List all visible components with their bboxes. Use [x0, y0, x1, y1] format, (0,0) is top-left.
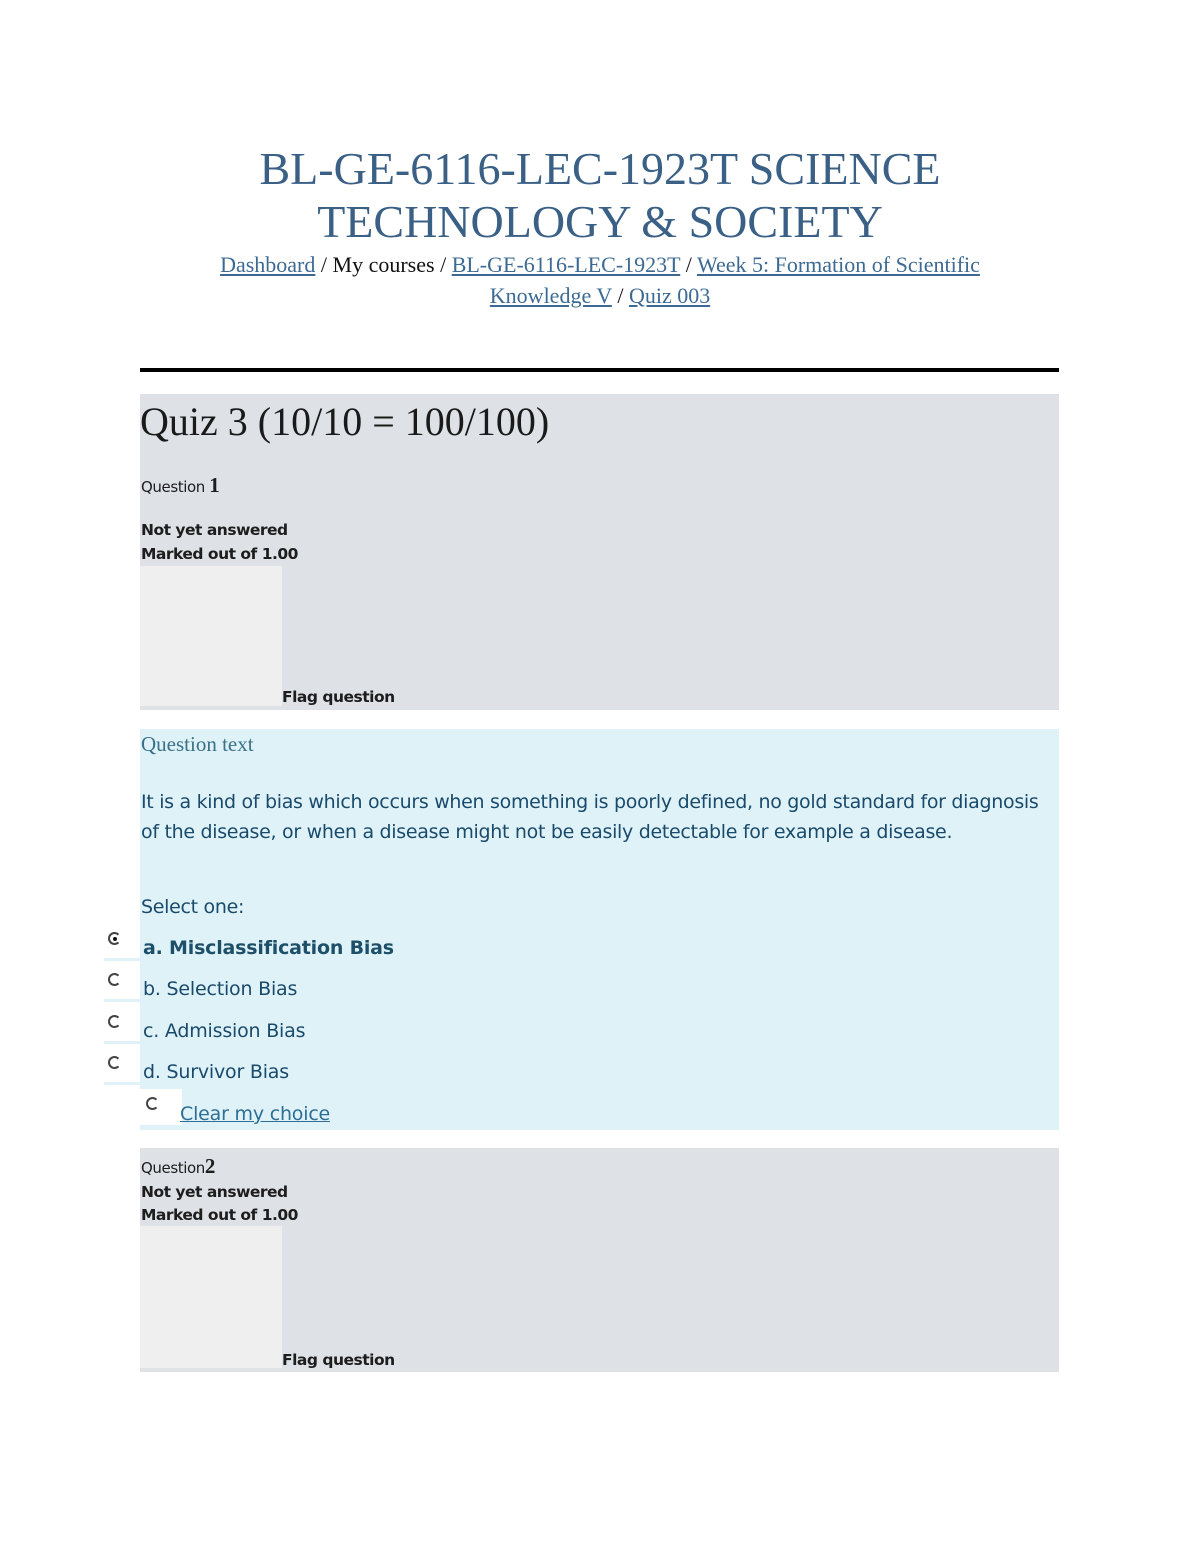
radio-button-icon[interactable]: [108, 973, 121, 986]
radio-underline: [104, 999, 140, 1002]
question-1-content-panel: [140, 729, 1059, 1130]
breadcrumb-separator: /: [617, 283, 624, 308]
radio-underline: [104, 1041, 140, 1044]
question-2-status: Not yet answered: [141, 1183, 288, 1201]
radio-button-icon[interactable]: [108, 1015, 121, 1028]
course-title: BL-GE-6116-LEC-1923T SCIENCE TECHNOLOGY & SOCIETY: [259, 143, 941, 247]
radio-underline: [104, 958, 140, 961]
question-1-status: Not yet answered: [141, 521, 288, 539]
radio-button-icon[interactable]: [146, 1097, 159, 1110]
option-c[interactable]: c. Admission Bias: [143, 1020, 306, 1042]
flag-question-1-label[interactable]: Flag question: [282, 688, 395, 706]
flag-question-2-checkbox[interactable]: [140, 1226, 282, 1368]
question-1-text: It is a kind of bias which occurs when something is poorly defined, no gold standard for diagnosis of the disease, or when a disease might not be easily detectable for example a disease.: [141, 791, 1039, 843]
question-2-info-panel: [140, 1148, 1059, 1372]
breadcrumb: [170, 249, 1030, 311]
question-2-label: [141, 1154, 215, 1179]
question-1-label: [141, 473, 220, 498]
radio-underline: [104, 1082, 140, 1085]
radio-button-icon[interactable]: [108, 1056, 121, 1069]
option-a[interactable]: a. Misclassification Bias: [143, 937, 394, 959]
question-text-label: Question text: [141, 732, 254, 756]
question-1-info-panel: [140, 394, 1059, 710]
breadcrumb-course-link[interactable]: BL-GE-6116-LEC-1923T: [451, 252, 681, 277]
question-1-marks: Marked out of 1.00: [141, 545, 298, 563]
breadcrumb-separator: /: [320, 252, 328, 277]
header-divider: [140, 368, 1059, 372]
question-2-marks: Marked out of 1.00: [141, 1206, 298, 1224]
breadcrumb-week-link[interactable]: Week 5: Formation of Scientific Knowledge V: [489, 252, 980, 308]
question-label-text: Question: [141, 478, 205, 496]
option-b[interactable]: b. Selection Bias: [143, 978, 298, 1000]
flag-question-1-checkbox[interactable]: [140, 566, 282, 706]
radio-button-icon[interactable]: [108, 932, 121, 945]
breadcrumb-dashboard-link[interactable]: Dashboard: [220, 252, 316, 277]
breadcrumb-my-courses: My courses: [332, 252, 435, 277]
option-d[interactable]: d. Survivor Bias: [143, 1061, 289, 1083]
clear-my-choice-link[interactable]: Clear my choice: [180, 1103, 331, 1125]
question-number: 1: [209, 473, 220, 497]
clear-choice-container: [140, 1089, 182, 1125]
flag-question-2-label[interactable]: Flag question: [282, 1351, 395, 1369]
question-label-text: Question: [141, 1159, 205, 1177]
select-one-prompt: Select one:: [141, 896, 245, 918]
quiz-heading: Quiz 3 (10/10 = 100/100): [140, 399, 550, 444]
breadcrumb-separator: /: [685, 252, 692, 277]
breadcrumb-separator: /: [440, 252, 447, 277]
question-number: 2: [204, 1154, 216, 1178]
breadcrumb-quiz-link[interactable]: Quiz 003: [628, 283, 711, 308]
